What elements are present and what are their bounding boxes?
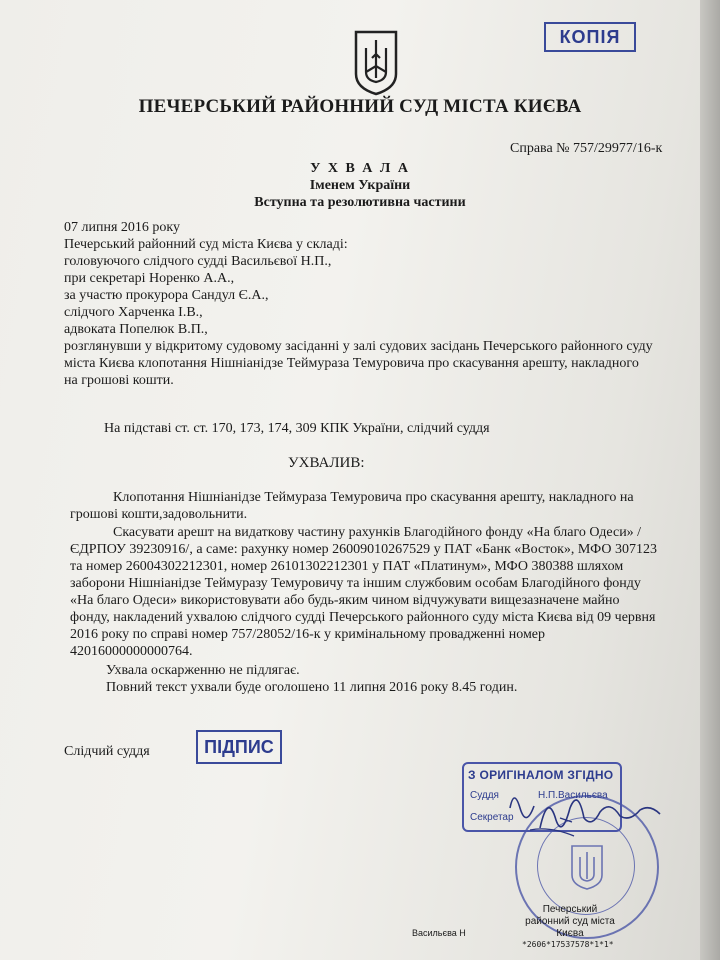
decision-line: 42016000000000764. bbox=[70, 644, 193, 659]
case-number: Справа № 757/29977/16-к bbox=[510, 141, 663, 156]
legal-basis: На підставі ст. ст. 170, 173, 174, 309 КПК України, слідчий суддя bbox=[104, 421, 490, 436]
decision-line: «На благо Одеси» використовувати або будь-яким чином відчужувати вищезазначене майно bbox=[70, 593, 620, 608]
signature-stamp: ПІДПИС bbox=[196, 730, 282, 764]
decision-line: грошові кошти,задовольнити. bbox=[70, 507, 248, 522]
secretary-label: Секретар bbox=[470, 812, 514, 823]
intro-line: розглянувши у відкритому судовому засіданні у залі судових засідань Печерського районного суду bbox=[64, 339, 653, 354]
decision-line: Клопотання Нішніанідзе Теймураза Темуровича про скасування арешту, накладного на bbox=[113, 490, 634, 505]
decision-line: Повний текст ухвали буде оголошено 11 липня 2016 року 8.45 годин. bbox=[106, 680, 518, 695]
decision-line: Ухвала оскарженню не підлягає. bbox=[106, 663, 300, 678]
signature-label: Слідчий суддя bbox=[64, 744, 150, 759]
judge-name: Н.П.Васильєва bbox=[538, 790, 608, 801]
seal-trident-icon bbox=[569, 843, 605, 891]
decision-line: 2016 року по справі номер 757/28052/16-к у кримінальному провадженні номер bbox=[70, 627, 546, 642]
decided-heading: УХВАЛИВ: bbox=[288, 455, 365, 471]
footer-name: Васильєва Н bbox=[412, 928, 466, 938]
intro-line: при секретарі Норенко А.А., bbox=[64, 271, 235, 286]
judge-label: Суддя bbox=[470, 790, 499, 801]
intro-line: міста Києва клопотання Нішніанідзе Теймураза Темуровича про скасування арешту, накладного bbox=[64, 356, 639, 371]
decision-line: ЄДРПОУ 39230916/, а саме: рахунку номер 26009010267529 у ПАТ «Банк «Восток», МФО 307123 bbox=[70, 542, 657, 557]
decision-line: заборони Нішніанідзе Теймуразу Темуровичу та іншим службовим особам Благодійного фонду bbox=[70, 576, 641, 591]
decision-line: Скасувати арешт на видаткову частину рахунків Благодійного фонду «На благо Одеси» / bbox=[113, 525, 642, 540]
coat-of-arms-icon bbox=[352, 28, 400, 96]
handwritten-signature bbox=[500, 778, 670, 848]
court-name: ПЕЧЕРСЬКИЙ РАЙОННИЙ СУД МІСТА КИЄВА bbox=[138, 96, 582, 117]
seal-caption: Печерський районний суд міста Києва bbox=[525, 904, 615, 939]
page-edge-shadow bbox=[700, 0, 720, 960]
document-subtitle: Іменем України bbox=[309, 178, 411, 193]
barcode-text: *2606*17537578*1*1* bbox=[522, 940, 614, 949]
intro-line: за участю прокурора Сандул Є.А., bbox=[64, 288, 269, 303]
document-date: 07 липня 2016 року bbox=[64, 220, 181, 235]
document-title: У Х В А Л А bbox=[310, 161, 410, 176]
decision-line: та номер 26004302212301, номер 26101302212301 у ПАТ «Платинум», МФО 380388 шляхом bbox=[70, 559, 624, 574]
copy-stamp: КОПІЯ bbox=[544, 22, 636, 52]
intro-line: на грошові кошти. bbox=[64, 373, 174, 388]
intro-line: Печерський районний суд міста Києва у складі: bbox=[64, 237, 348, 252]
certification-heading: З ОРИГІНАЛОМ ЗГІДНО bbox=[468, 768, 614, 782]
document-part: Вступна та резолютивна частини bbox=[254, 195, 466, 210]
decision-line: фонду, накладений ухвалою слідчого судді Печерського районного суду міста Києва від 09 червня bbox=[70, 610, 656, 625]
intro-line: адвоката Попелюк В.П., bbox=[64, 322, 208, 337]
intro-line: головуючого слідчого судді Васильєвої Н.П., bbox=[64, 254, 332, 269]
intro-line: слідчого Харченка І.В., bbox=[64, 305, 203, 320]
